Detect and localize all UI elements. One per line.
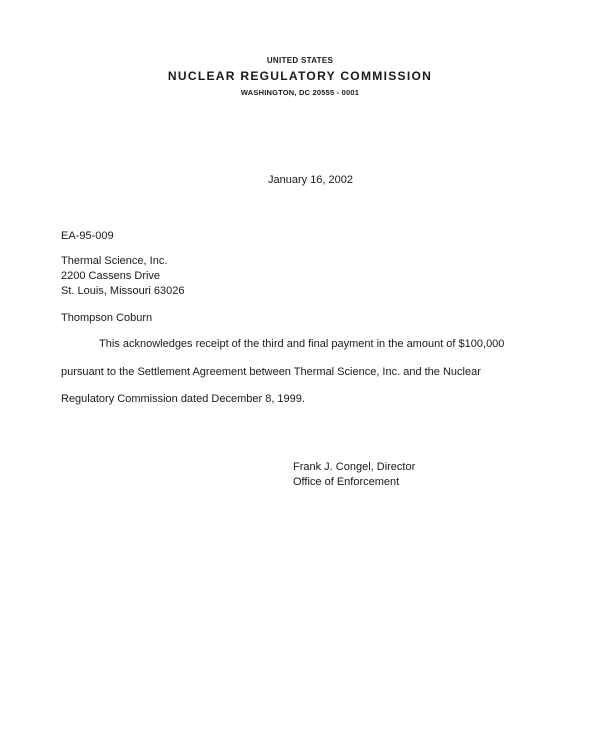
- letter-date: January 16, 2002: [268, 174, 354, 186]
- body-line-2: pursuant to the Settlement Agreement between Thermal Science, Inc. and the Nuclear: [61, 366, 481, 378]
- recipient-company: Thermal Science, Inc.: [61, 255, 168, 267]
- signer-name-title: Frank J. Congel, Director: [293, 461, 416, 473]
- recipient-address: [61, 254, 185, 299]
- recipient-city: St. Louis, Missouri 63026: [61, 285, 185, 297]
- body-line-3: Regulatory Commission dated December 8, 1999.: [61, 393, 305, 405]
- body-line-1: This acknowledges receipt of the third and final payment in the amount of $100,000: [99, 338, 505, 350]
- letterhead-country: UNITED STATES: [266, 56, 334, 65]
- letterhead-agency: NUCLEAR REGULATORY COMMISSION: [167, 71, 433, 83]
- reference-number: EA-95-009: [61, 230, 114, 242]
- recipient-street: 2200 Cassens Drive: [61, 270, 161, 282]
- signer-office: Office of Enforcement: [293, 476, 400, 488]
- attention-line: Thompson Coburn: [61, 312, 153, 324]
- letterhead-address: WASHINGTON, DC 20555 - 0001: [240, 88, 360, 97]
- signature-block: [293, 460, 415, 490]
